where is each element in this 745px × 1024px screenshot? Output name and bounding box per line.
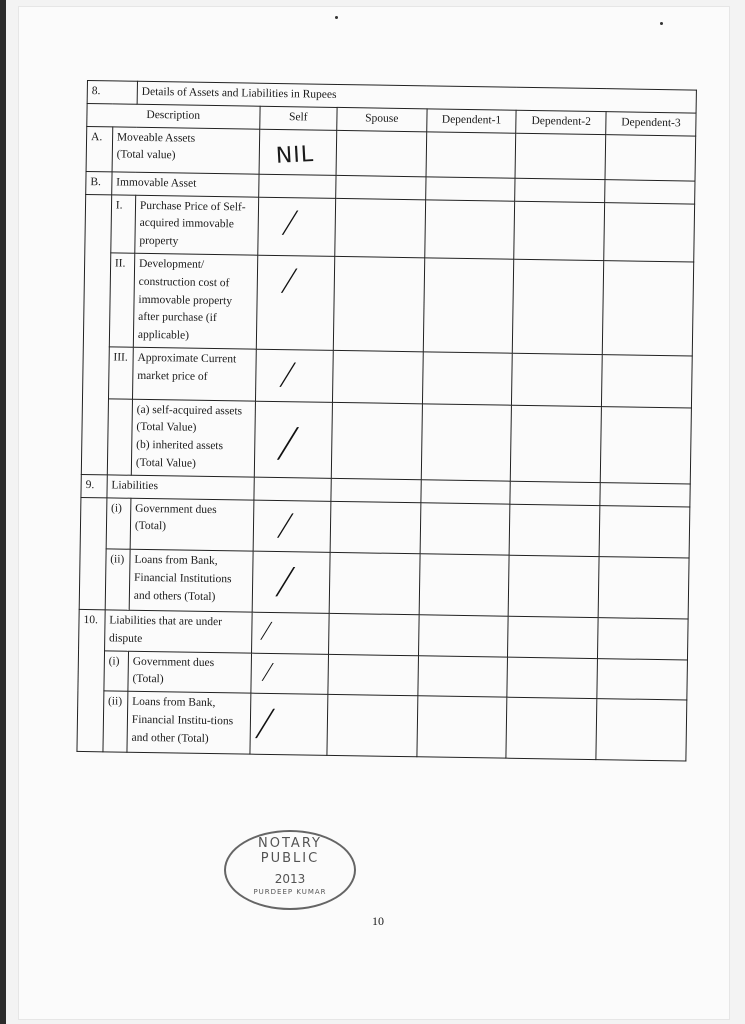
spouse-cell[interactable] xyxy=(333,256,424,351)
row-label: (i) xyxy=(106,497,131,549)
indent-cell xyxy=(79,497,107,610)
row-disputed-bank-loans xyxy=(77,691,687,761)
dependent-1-cell[interactable] xyxy=(417,696,508,758)
dependent-2-cell[interactable] xyxy=(507,657,597,699)
row-government-dues xyxy=(80,497,690,558)
self-cell[interactable] xyxy=(257,197,335,257)
dependent-3-cell[interactable] xyxy=(602,261,693,356)
notary-stamp xyxy=(224,830,356,910)
handwritten-slash: / xyxy=(274,419,302,466)
row-bank-loans xyxy=(79,549,689,619)
section-number: 8. xyxy=(87,81,137,105)
self-cell[interactable] xyxy=(259,129,337,175)
scan-speck xyxy=(660,22,663,25)
row-description: Immovable Asset xyxy=(111,172,258,197)
dependent-3-cell[interactable] xyxy=(604,202,695,262)
dependent-1-cell[interactable] xyxy=(423,258,514,353)
dependent-2-cell[interactable] xyxy=(511,405,602,483)
dependent-2-cell[interactable] xyxy=(515,133,605,179)
scan-speck xyxy=(335,16,338,19)
handwritten-slash: / xyxy=(258,618,274,644)
dependent-3-cell[interactable] xyxy=(599,505,690,558)
col-self: Self xyxy=(259,106,337,130)
self-cell[interactable] xyxy=(254,401,333,478)
row-label: II. xyxy=(109,253,135,347)
stamp-name: PURDEEP KUMAR xyxy=(253,888,327,896)
row-label: B. xyxy=(86,171,112,194)
row-label: (ii) xyxy=(105,549,130,610)
handwritten-slash: / xyxy=(274,507,296,543)
row-market-price xyxy=(83,347,693,408)
moveable-assets-sub: (Total value) xyxy=(116,148,176,162)
dependent-2-cell[interactable] xyxy=(506,697,597,759)
spouse-cell[interactable] xyxy=(328,654,418,696)
dependent-1-cell[interactable] xyxy=(421,480,511,504)
dependent-1-cell[interactable] xyxy=(420,502,511,555)
self-cell[interactable] xyxy=(250,693,328,755)
self-cell[interactable] xyxy=(254,477,332,501)
dependent-3-cell[interactable] xyxy=(605,134,695,180)
col-dependent-3: Dependent-3 xyxy=(606,111,696,135)
dependent-1-cell[interactable] xyxy=(425,177,515,201)
dependent-2-cell[interactable] xyxy=(510,504,601,557)
dependent-2-cell[interactable] xyxy=(512,353,603,406)
dependent-1-cell[interactable] xyxy=(419,554,510,616)
dependent-2-cell[interactable] xyxy=(509,555,600,617)
dependent-1-cell[interactable] xyxy=(418,615,508,657)
dependent-3-cell[interactable] xyxy=(596,699,687,761)
dependent-2-cell[interactable] xyxy=(513,259,604,354)
spouse-cell[interactable] xyxy=(330,501,421,554)
assets-liabilities-form xyxy=(76,80,696,761)
spouse-cell[interactable] xyxy=(336,130,426,176)
dependent-2-cell[interactable] xyxy=(510,481,600,505)
section-title: Details of Assets and Liabilities in Rupees xyxy=(137,81,696,113)
dependent-3-cell[interactable] xyxy=(605,179,695,203)
row-description xyxy=(131,399,255,477)
assets-liabilities-table xyxy=(76,80,696,761)
self-cell[interactable] xyxy=(253,500,331,553)
row-label: (i) xyxy=(104,650,129,691)
scan-left-edge xyxy=(0,0,6,1024)
dependent-3-cell[interactable] xyxy=(598,557,689,619)
handwritten-slash: / xyxy=(259,659,275,685)
spouse-cell[interactable] xyxy=(329,552,420,614)
dependent-1-cell[interactable] xyxy=(418,655,508,697)
dependent-1-cell[interactable] xyxy=(422,352,513,405)
stamp-year: 2013 xyxy=(274,872,306,886)
page-number: 10 xyxy=(372,914,384,928)
row-description xyxy=(112,127,260,174)
dependent-3-cell[interactable] xyxy=(600,406,691,484)
dependent-3-cell[interactable] xyxy=(598,617,688,659)
handwritten-slash: / xyxy=(276,357,298,393)
row-description: Development/ construction cost of immovable property after purchase (if applicable) xyxy=(133,253,257,349)
spouse-cell[interactable] xyxy=(331,478,421,502)
dependent-3-cell[interactable] xyxy=(602,355,693,408)
dependent-3-cell[interactable] xyxy=(600,482,690,506)
handwritten-slash: / xyxy=(252,703,278,745)
spouse-cell[interactable] xyxy=(336,175,426,199)
self-cell[interactable] xyxy=(256,255,335,350)
moveable-assets-title: Moveable Assets xyxy=(116,131,196,145)
row-description: Liabilities that are under dispute xyxy=(104,610,251,653)
dependent-3-cell[interactable] xyxy=(597,658,687,700)
self-cell[interactable] xyxy=(251,612,329,654)
row-description: Loans from Bank, Financial Institu-tions and other (Total) xyxy=(127,691,251,754)
dependent-1-cell[interactable] xyxy=(424,199,515,259)
self-cell[interactable] xyxy=(255,349,333,402)
spouse-cell[interactable] xyxy=(335,198,426,258)
row-label: 9. xyxy=(81,474,107,497)
dependent-2-cell[interactable] xyxy=(514,201,605,261)
row-label: I. xyxy=(111,194,136,253)
spouse-cell[interactable] xyxy=(331,402,422,480)
row-description: Approximate Current market price of xyxy=(132,347,256,400)
row-description: Government dues (Total) xyxy=(130,498,254,551)
row-label: A. xyxy=(86,126,112,171)
stamp-title: NOTARY PUBLIC xyxy=(258,836,322,866)
spouse-cell[interactable] xyxy=(329,613,419,655)
row-description: Government dues (Total) xyxy=(128,651,251,694)
handwritten-slash: / xyxy=(278,263,300,299)
self-cell[interactable] xyxy=(258,174,336,198)
row-label: III. xyxy=(108,347,133,399)
dependent-2-cell[interactable] xyxy=(515,178,605,202)
handwritten-slash: / xyxy=(279,204,301,240)
col-dependent-2: Dependent-2 xyxy=(516,110,606,134)
dependent-1-cell[interactable] xyxy=(421,403,512,481)
spouse-cell[interactable] xyxy=(332,350,423,403)
spouse-cell[interactable] xyxy=(327,695,418,757)
row-label xyxy=(107,398,132,475)
self-cell[interactable] xyxy=(251,653,329,695)
dependent-2-cell[interactable] xyxy=(508,616,598,658)
row-label: 10. xyxy=(77,609,105,751)
col-dependent-1: Dependent-1 xyxy=(426,109,516,133)
row-description: Purchase Price of Self-acquired immovable property xyxy=(135,195,259,255)
row-purchase-price xyxy=(85,194,695,262)
row-market-price-breakdown xyxy=(81,398,691,484)
row-development-cost xyxy=(83,252,693,356)
handwritten-slash: / xyxy=(272,561,298,603)
col-description: Description xyxy=(87,103,260,129)
handwritten-nil: NIL xyxy=(274,141,315,169)
row-description: Loans from Bank, Financial Institutions and others (Total) xyxy=(129,549,253,612)
row-description: Liabilities xyxy=(107,475,254,500)
inherited-assets: (b) inherited assets (Total Value) xyxy=(135,438,224,470)
col-spouse: Spouse xyxy=(337,107,427,131)
dependent-1-cell[interactable] xyxy=(426,131,516,177)
row-label: (ii) xyxy=(103,691,128,752)
self-cell[interactable] xyxy=(252,551,330,613)
self-acquired-assets: (a) self-acquired assets (Total Value) xyxy=(136,403,243,435)
